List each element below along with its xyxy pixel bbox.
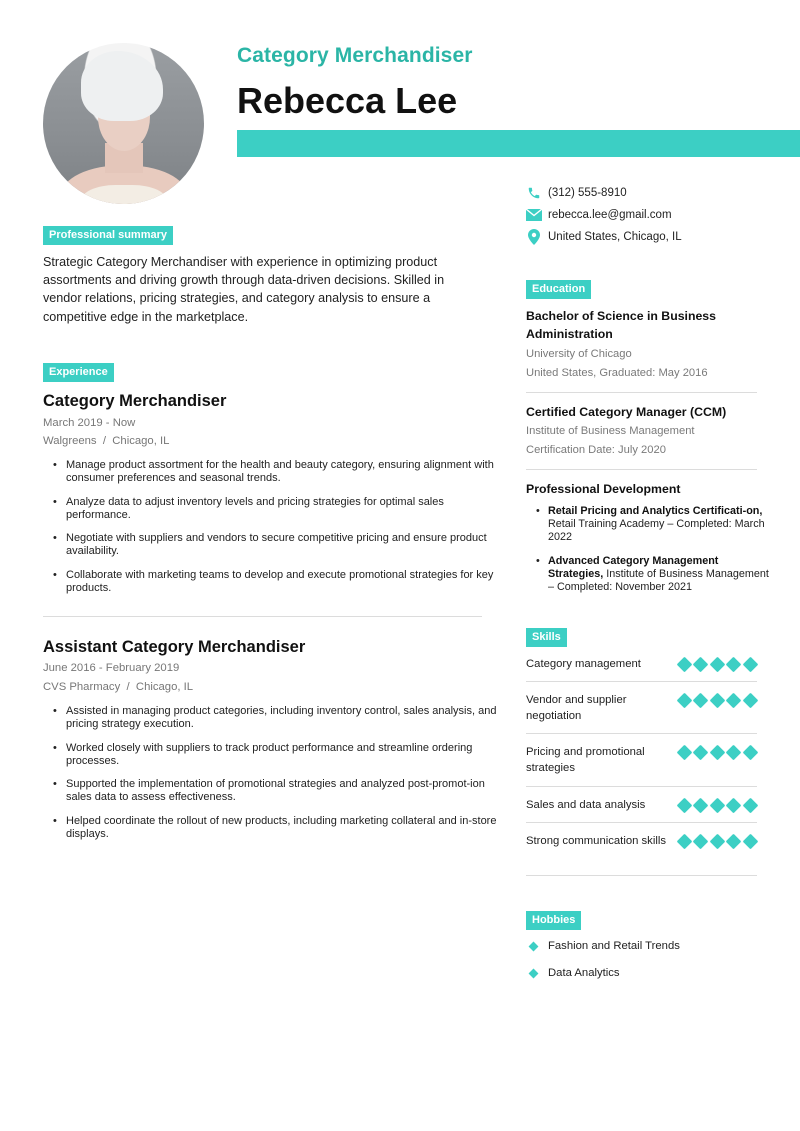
contact-email bbox=[526, 207, 672, 223]
hobby-item bbox=[530, 967, 620, 979]
diamond-icon bbox=[709, 798, 725, 814]
education-2-institution: Institute of Business Management bbox=[526, 425, 695, 437]
contact-location bbox=[526, 229, 682, 245]
divider bbox=[526, 469, 757, 470]
list-item: • Supported the implementation of promotional strategies and analyzed post-promot-ion sales data to assess effectiveness. bbox=[52, 778, 497, 804]
diamond-icon bbox=[742, 745, 758, 761]
skill-rating bbox=[678, 836, 756, 847]
list-item: • Worked closely with suppliers to track product performance and streamline ordering processes. bbox=[52, 742, 497, 768]
divider bbox=[526, 392, 757, 393]
course-detail: Institute of Business Management – Completed: November 2021 bbox=[548, 568, 769, 593]
diamond-icon bbox=[726, 798, 742, 814]
education-2-detail: Certification Date: July 2020 bbox=[526, 444, 666, 456]
diamond-icon bbox=[726, 693, 742, 709]
diamond-icon bbox=[726, 834, 742, 850]
divider bbox=[526, 875, 757, 876]
job-1-title: Category Merchandiser bbox=[43, 392, 227, 410]
list-item: • Helped coordinate the rollout of new products, including marketing collateral and in-store displays. bbox=[52, 815, 497, 841]
section-label-education: Education bbox=[526, 280, 591, 299]
divider bbox=[526, 681, 757, 682]
list-item: • Manage product assortment for the health and beauty category, ensuring alignment with consumer preferences and seasonal trends. bbox=[52, 459, 497, 485]
section-label-experience: Experience bbox=[43, 363, 114, 382]
diamond-icon bbox=[676, 693, 692, 709]
diamond-icon bbox=[742, 693, 758, 709]
diamond-icon bbox=[693, 745, 709, 761]
diamond-icon bbox=[693, 834, 709, 850]
email-address[interactable]: rebecca.lee@gmail.com bbox=[548, 209, 672, 221]
education-1-title: Bachelor of Science in Business Administration bbox=[526, 309, 716, 341]
contact-phone bbox=[526, 185, 627, 201]
diamond-icon bbox=[742, 798, 758, 814]
diamond-bullet-icon bbox=[529, 968, 539, 978]
profile-photo bbox=[43, 43, 204, 204]
diamond-bullet-icon bbox=[529, 941, 539, 951]
course-name: Retail Pricing and Analytics Certificati-on, bbox=[548, 505, 763, 517]
diamond-icon bbox=[709, 745, 725, 761]
list-item bbox=[536, 505, 772, 544]
course-detail: Retail Training Academy – Completed: March 2022 bbox=[548, 518, 765, 543]
header-accent-bar bbox=[237, 130, 800, 157]
education-2-title: Certified Category Manager (CCM) bbox=[526, 405, 727, 419]
skill-rating bbox=[678, 747, 756, 758]
job-2-bullets bbox=[52, 705, 497, 851]
section-label-hobbies: Hobbies bbox=[526, 911, 581, 930]
hobby-item bbox=[530, 940, 680, 952]
hobby-label: Fashion and Retail Trends bbox=[548, 940, 680, 952]
hobby-label: Data Analytics bbox=[548, 967, 620, 979]
divider bbox=[526, 733, 757, 734]
divider bbox=[526, 786, 757, 787]
list-item bbox=[536, 555, 772, 594]
location-text: United States, Chicago, IL bbox=[548, 231, 682, 243]
diamond-icon bbox=[709, 834, 725, 850]
phone-icon bbox=[526, 185, 542, 201]
professional-development-title: Professional Development bbox=[526, 482, 681, 496]
list-item: • Collaborate with marketing teams to develop and execute promotional strategies for key products. bbox=[52, 569, 497, 595]
diamond-icon bbox=[709, 693, 725, 709]
map-pin-icon bbox=[526, 229, 542, 245]
job-1-bullets bbox=[52, 459, 497, 605]
job-2-dates: June 2016 - February 2019 bbox=[43, 662, 180, 674]
diamond-icon bbox=[742, 834, 758, 850]
job-2-company-location: CVS Pharmacy / Chicago, IL bbox=[43, 681, 194, 693]
divider bbox=[526, 822, 757, 823]
section-label-skills: Skills bbox=[526, 628, 567, 647]
skill-name: Pricing and promotional strategies bbox=[526, 746, 645, 774]
skill-rating bbox=[678, 800, 756, 811]
diamond-icon bbox=[726, 745, 742, 761]
professional-development-list bbox=[536, 505, 772, 605]
phone-number[interactable]: (312) 555-8910 bbox=[548, 187, 627, 199]
section-label-summary: Professional summary bbox=[43, 226, 173, 245]
education-1-detail: United States, Graduated: May 2016 bbox=[526, 367, 708, 379]
diamond-icon bbox=[726, 657, 742, 673]
skill-name: Vendor and supplier negotiation bbox=[526, 694, 627, 722]
diamond-icon bbox=[676, 745, 692, 761]
envelope-icon bbox=[526, 207, 542, 223]
summary-text: Strategic Category Merchandiser with experience in optimizing product assortments and driving growth through data-driven decisions. Skilled in vendor relations, pricing strategies, and category analysis to ensure a competitive edge in the marketplace. bbox=[43, 255, 445, 324]
diamond-icon bbox=[676, 798, 692, 814]
diamond-icon bbox=[693, 693, 709, 709]
diamond-icon bbox=[676, 834, 692, 850]
list-item: • Analyze data to adjust inventory levels and pricing strategies for optimal sales performance. bbox=[52, 496, 497, 522]
job-title: Category Merchandiser bbox=[237, 44, 473, 67]
skill-rating bbox=[678, 695, 756, 706]
list-item: • Negotiate with suppliers and vendors to secure competitive pricing and ensure product availability. bbox=[52, 532, 497, 558]
skill-rating bbox=[678, 659, 756, 670]
diamond-icon bbox=[709, 657, 725, 673]
job-1-company-location: Walgreens / Chicago, IL bbox=[43, 435, 170, 447]
diamond-icon bbox=[742, 657, 758, 673]
diamond-icon bbox=[693, 798, 709, 814]
list-item: • Assisted in managing product categories, including inventory control, sales analysis, and pricing strategy execution. bbox=[52, 705, 497, 731]
candidate-name: Rebecca Lee bbox=[237, 80, 458, 121]
skill-name: Strong communication skills bbox=[526, 835, 667, 847]
job-2-title: Assistant Category Merchandiser bbox=[43, 638, 306, 656]
job-1-dates: March 2019 - Now bbox=[43, 417, 136, 429]
diamond-icon bbox=[693, 657, 709, 673]
education-1-institution: University of Chicago bbox=[526, 348, 632, 360]
course-name: Advanced Category Management Strategies, bbox=[548, 555, 719, 580]
skill-name: Sales and data analysis bbox=[526, 799, 646, 811]
divider bbox=[43, 616, 482, 617]
diamond-icon bbox=[676, 657, 692, 673]
skill-name: Category management bbox=[526, 658, 641, 670]
